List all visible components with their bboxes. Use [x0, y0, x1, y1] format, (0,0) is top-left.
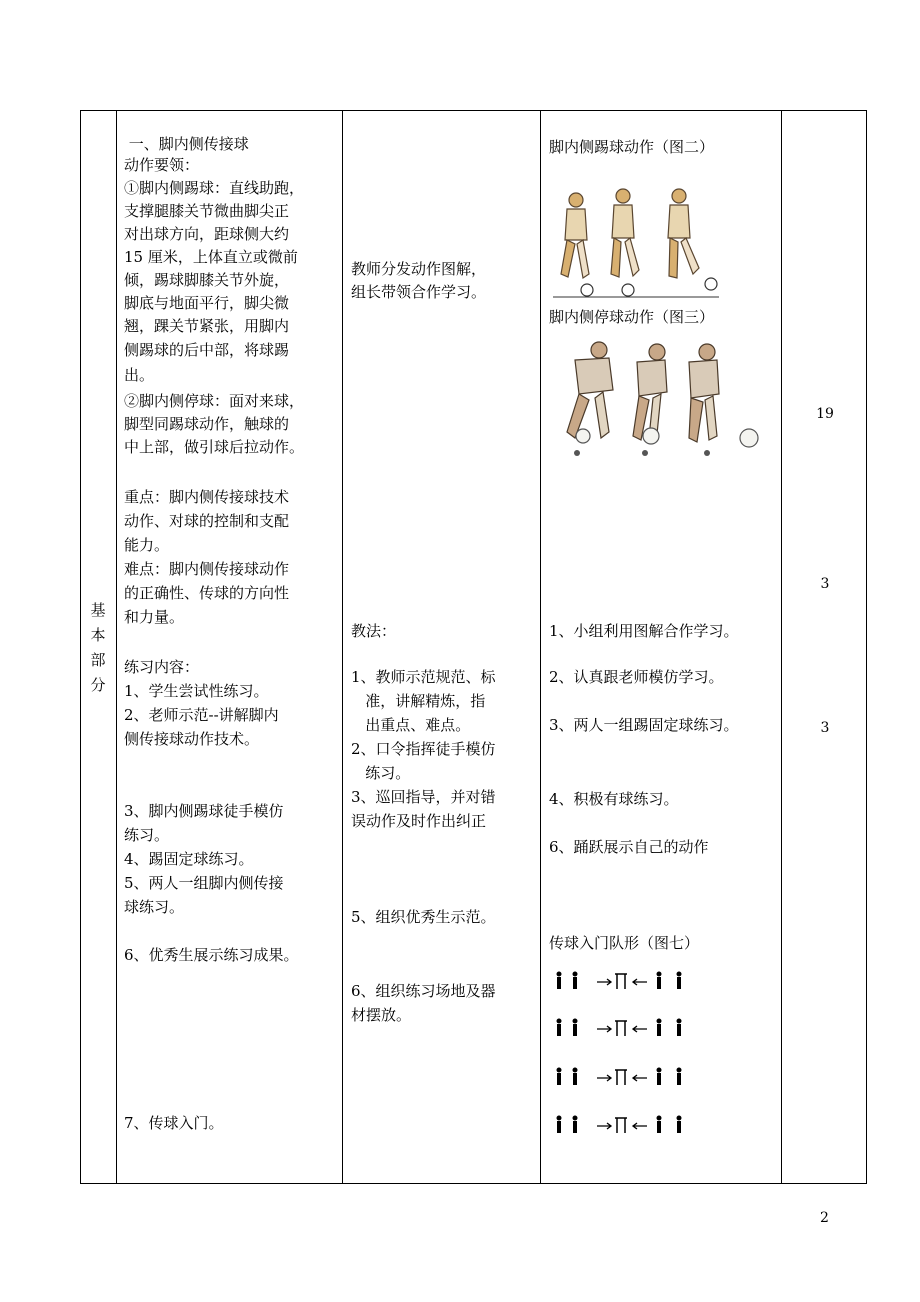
text-line: 倾，踢球脚膝关节外旋， [124, 271, 290, 289]
practice-item: 3、脚内侧踢球徒手模仿 [124, 802, 284, 820]
formation-diagram-icon [553, 1017, 693, 1039]
text-line: 出。 [124, 366, 155, 384]
key-point-line: 重点：脚内侧传接球技术 [124, 488, 290, 506]
text-line: 中上部，做引球后拉动作。 [124, 438, 305, 456]
formation-diagram-icon [553, 970, 693, 992]
formation-row [553, 970, 693, 992]
practice-item: 球练习。 [124, 898, 185, 916]
practice-item: 6、优秀生展示练习成果。 [124, 946, 299, 964]
key-point-line: 动作、对球的控制和支配 [124, 512, 290, 530]
text-line: 15 厘米，上体直立或微前 [124, 248, 298, 266]
method-line: 准，讲解精炼，指 [351, 692, 486, 710]
stop-figure-image [553, 340, 763, 458]
text-line: 支撑腿膝关节微曲脚尖正 [124, 202, 290, 220]
student-activity: 3、两人一组踢固定球练习。 [549, 716, 739, 734]
method-line: 练习。 [351, 764, 411, 782]
text-line: 侧踢球的后中部，将球踢 [124, 341, 290, 359]
text-line: 动作要领： [124, 156, 200, 174]
formation-row [553, 1017, 693, 1039]
table-divider [116, 110, 117, 1184]
practice-item: 2、老师示范--讲解脚内 [124, 706, 279, 724]
text-line: 翘，踝关节紧张，用脚内 [124, 317, 290, 335]
method-line: 误动作及时作出纠正 [351, 812, 487, 830]
practice-item: 侧传接球动作技术。 [124, 730, 260, 748]
method-line: 出重点、难点。 [351, 716, 471, 734]
kick-figure-image [553, 182, 719, 300]
figure-caption: 脚内侧停球动作（图三） [549, 308, 715, 326]
formation-diagram-icon [553, 1066, 693, 1088]
student-activity: 1、小组利用图解合作学习。 [549, 622, 739, 640]
section-char: 部 [90, 651, 106, 669]
practice-title: 练习内容： [124, 658, 200, 676]
section-char: 本 [90, 626, 106, 644]
text-line: 脚底与地面平行，脚尖微 [124, 294, 290, 312]
student-activity: 2、认真跟老师模仿学习。 [549, 668, 724, 686]
figure-caption: 传球入门队形（图七） [549, 934, 700, 952]
figure-caption: 脚内侧踢球动作（图二） [549, 138, 715, 156]
teacher-text: 组长带领合作学习。 [351, 283, 487, 301]
method-line: 1、教师示范规范、标 [351, 668, 496, 686]
method-line: 2、口令指挥徒手模仿 [351, 740, 496, 758]
formation-diagram-icon [553, 1114, 693, 1136]
student-activity: 6、踊跃展示自己的动作 [549, 838, 709, 856]
practice-item: 7、传球入门。 [124, 1114, 224, 1132]
table-divider [781, 110, 782, 1184]
practice-item: 1、学生尝试性练习。 [124, 682, 269, 700]
table-divider [540, 110, 541, 1184]
practice-item: 5、两人一组脚内侧传接 [124, 874, 284, 892]
method-line: 5、组织优秀生示范。 [351, 908, 496, 926]
text-line: ②脚内侧停球：面对来球， [124, 392, 305, 410]
method-title: 教法： [351, 622, 397, 640]
section-char: 基 [90, 601, 106, 619]
key-point-line: 能力。 [124, 536, 170, 554]
text-line: 对出球方向，距球侧大约 [124, 225, 290, 243]
formation-row [553, 1066, 693, 1088]
table-divider [342, 110, 343, 1184]
practice-item: 练习。 [124, 826, 170, 844]
page-number: 2 [820, 1210, 829, 1226]
method-line: 6、组织练习场地及器 [351, 982, 496, 1000]
formation-row [553, 1114, 693, 1136]
key-point-line: 的正确性、传球的方向性 [124, 584, 290, 602]
key-point-line: 和力量。 [124, 608, 185, 626]
method-line: 3、巡回指导，并对错 [351, 788, 496, 806]
method-line: 材摆放。 [351, 1006, 412, 1024]
text-line: ①脚内侧踢球：直线助跑， [124, 179, 305, 197]
key-point-line: 难点：脚内侧传接球动作 [124, 560, 290, 578]
practice-item: 4、踢固定球练习。 [124, 850, 254, 868]
time-value: 3 [820, 576, 830, 592]
time-value: 3 [820, 720, 830, 736]
section-char: 分 [90, 676, 106, 694]
section-label [88, 598, 108, 698]
student-activity: 4、积极有球练习。 [549, 790, 679, 808]
lesson-title: 一、脚内侧传接球 [124, 135, 249, 153]
text-line: 脚型同踢球动作，触球的 [124, 415, 290, 433]
time-value: 19 [816, 406, 834, 422]
teacher-text: 教师分发动作图解， [351, 260, 487, 278]
